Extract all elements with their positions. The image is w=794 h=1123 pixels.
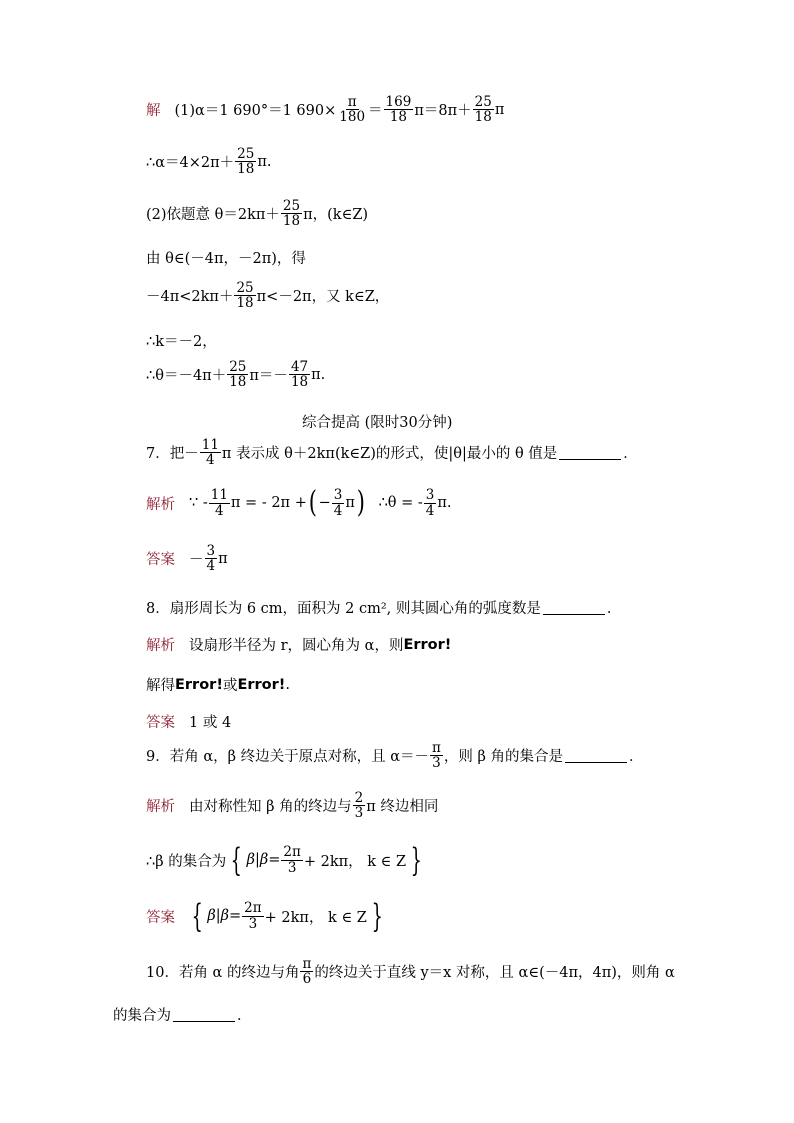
fraction: $\frac{169}{18}$	[385, 94, 412, 126]
text: ．	[237, 1008, 252, 1024]
text: π	[494, 101, 505, 118]
text: 设扇形半径为 r，圆心角为 α，则	[189, 638, 404, 654]
right-brace: }	[371, 897, 383, 935]
text: π	[218, 550, 228, 567]
text: ∴θ＝－4π＋	[146, 368, 227, 385]
text: －4π<2kπ＋	[146, 289, 234, 306]
solution-line-2	[146, 147, 271, 176]
q8-analysis	[146, 634, 451, 655]
text: ，则 β 角的集合是	[443, 749, 564, 766]
text: 9．若角 α，β 终边关于原点对称，且 α＝－	[146, 749, 430, 766]
fraction: $\frac{\pi}{3}$	[432, 740, 441, 772]
solution-line-4	[146, 247, 306, 268]
fraction: $\frac{3}{4}$	[333, 487, 343, 519]
error-text: Error!	[237, 676, 286, 693]
analysis-label: 解析	[146, 638, 175, 654]
text: ∴α＝4×2π＋	[146, 155, 235, 172]
text: π = - 2π +	[230, 495, 307, 511]
q8-answer	[146, 711, 231, 732]
text: ．	[623, 446, 638, 463]
text: 的终边关于直线 y＝x 对称，且 α∈(－4π，4π)，则角 α	[314, 965, 675, 982]
fraction: $\frac{2}{3}$	[354, 790, 364, 822]
text: π＝－	[249, 368, 288, 385]
text: ．	[606, 601, 622, 617]
q7-analysis	[146, 485, 452, 520]
text: －	[189, 552, 204, 569]
error-text: Error!	[175, 676, 223, 693]
text: π<－2π，又 k∈Z，	[256, 289, 390, 306]
solution-line-5	[146, 281, 389, 310]
answer-label: 答案	[146, 715, 175, 731]
solution-label: 解	[146, 103, 161, 120]
fraction: $\frac{25}{18}$	[282, 198, 301, 230]
analysis-label: 解析	[146, 799, 175, 816]
fraction: $\frac{3}{4}$	[425, 487, 435, 519]
text: β|β=	[246, 852, 281, 868]
text: (2)依题意 θ＝2kπ＋	[146, 207, 280, 224]
text: 1 或 4	[189, 715, 232, 731]
right-brace: }	[410, 841, 422, 879]
fraction: $\frac{25}{18}$	[474, 94, 492, 126]
section-title-text: 综合提高 (限时30分钟)	[302, 415, 453, 431]
left-brace: {	[230, 841, 242, 879]
fraction: $\frac{47}{18}$	[290, 359, 309, 391]
question-10	[146, 957, 675, 986]
fraction: $\frac{11}{4}$	[201, 437, 219, 469]
answer-label: 答案	[146, 909, 175, 926]
text: 10．若角 α 的终边与角	[146, 965, 300, 982]
answer-blank	[565, 748, 627, 763]
text: π 表示成 θ＋2kπ(k∈Z)的形式，使|θ|最小的 θ 值是	[221, 446, 558, 463]
question-7	[146, 438, 638, 467]
text: + 2kπ， k ∈ Z	[264, 909, 367, 926]
text: 或	[222, 678, 238, 694]
text: β|β=	[207, 908, 242, 924]
answer-blank	[559, 445, 621, 460]
text: π 终边相同	[366, 799, 439, 816]
text: + 2kπ， k ∈ Z	[303, 853, 407, 870]
text: π＝8π＋	[414, 103, 472, 120]
text: 8．扇形周长为 6 cm，面积为 2 cm², 则其圆心角的弧度数是	[146, 601, 541, 617]
fraction: $\frac{25}{18}$	[236, 280, 254, 312]
text: 解得	[146, 678, 175, 694]
q9-answer	[146, 897, 387, 935]
text: −	[318, 495, 331, 511]
text: π.	[257, 153, 272, 170]
q8-solution	[146, 674, 290, 695]
fraction: $\frac{\pi}{6}$	[302, 956, 312, 988]
fraction: $\frac{2\pi}{3}$	[244, 900, 262, 932]
fraction: $\frac{2\pi}{3}$	[283, 844, 301, 876]
solution-line-3	[146, 199, 368, 228]
right-paren: )	[356, 485, 365, 520]
text: π.	[311, 366, 326, 383]
text: ∴β 的集合为	[146, 853, 227, 870]
question-10-continued	[113, 1004, 252, 1025]
error-text: Error!	[403, 636, 452, 653]
solution-line-1	[146, 95, 504, 124]
fraction: $\frac{25}{18}$	[229, 359, 247, 391]
text: 的集合为	[113, 1008, 171, 1024]
fraction: $\frac{25}{18}$	[237, 146, 255, 178]
fraction: $\frac{\pi}{180}$	[339, 94, 366, 126]
solution-line-6	[146, 330, 217, 351]
left-brace: {	[191, 897, 203, 935]
answer-blank	[173, 1007, 235, 1022]
question-8	[146, 597, 621, 618]
q9-set-line	[146, 841, 426, 879]
solution-line-7	[146, 360, 325, 389]
fraction: $\frac{3}{4}$	[206, 543, 216, 575]
text: (1)α＝1 690°＝1 690×	[174, 103, 337, 120]
text: ∴k＝－2，	[146, 334, 217, 350]
fraction: $\frac{11}{4}$	[210, 487, 228, 519]
text: π，(k∈Z)	[303, 207, 369, 224]
left-paren: (	[308, 485, 317, 520]
answer-label: 答案	[146, 552, 175, 569]
analysis-label: 解析	[146, 496, 175, 513]
text: 由 θ∈(－4π，－2π)，得	[146, 251, 306, 267]
text: 由对称性知 β 角的终边与	[189, 799, 352, 816]
q7-answer	[146, 544, 228, 573]
text: π.	[437, 495, 452, 511]
text: π	[345, 495, 355, 511]
text: 7．把－	[146, 446, 199, 463]
text: ．	[629, 749, 644, 766]
question-9	[146, 741, 644, 770]
text: ∴θ = -	[378, 495, 423, 511]
section-title	[302, 411, 452, 432]
text: ∵ -	[189, 495, 208, 511]
text: .	[285, 676, 290, 693]
q9-analysis	[146, 791, 438, 820]
text: ＝	[368, 103, 383, 120]
answer-blank	[543, 600, 605, 615]
